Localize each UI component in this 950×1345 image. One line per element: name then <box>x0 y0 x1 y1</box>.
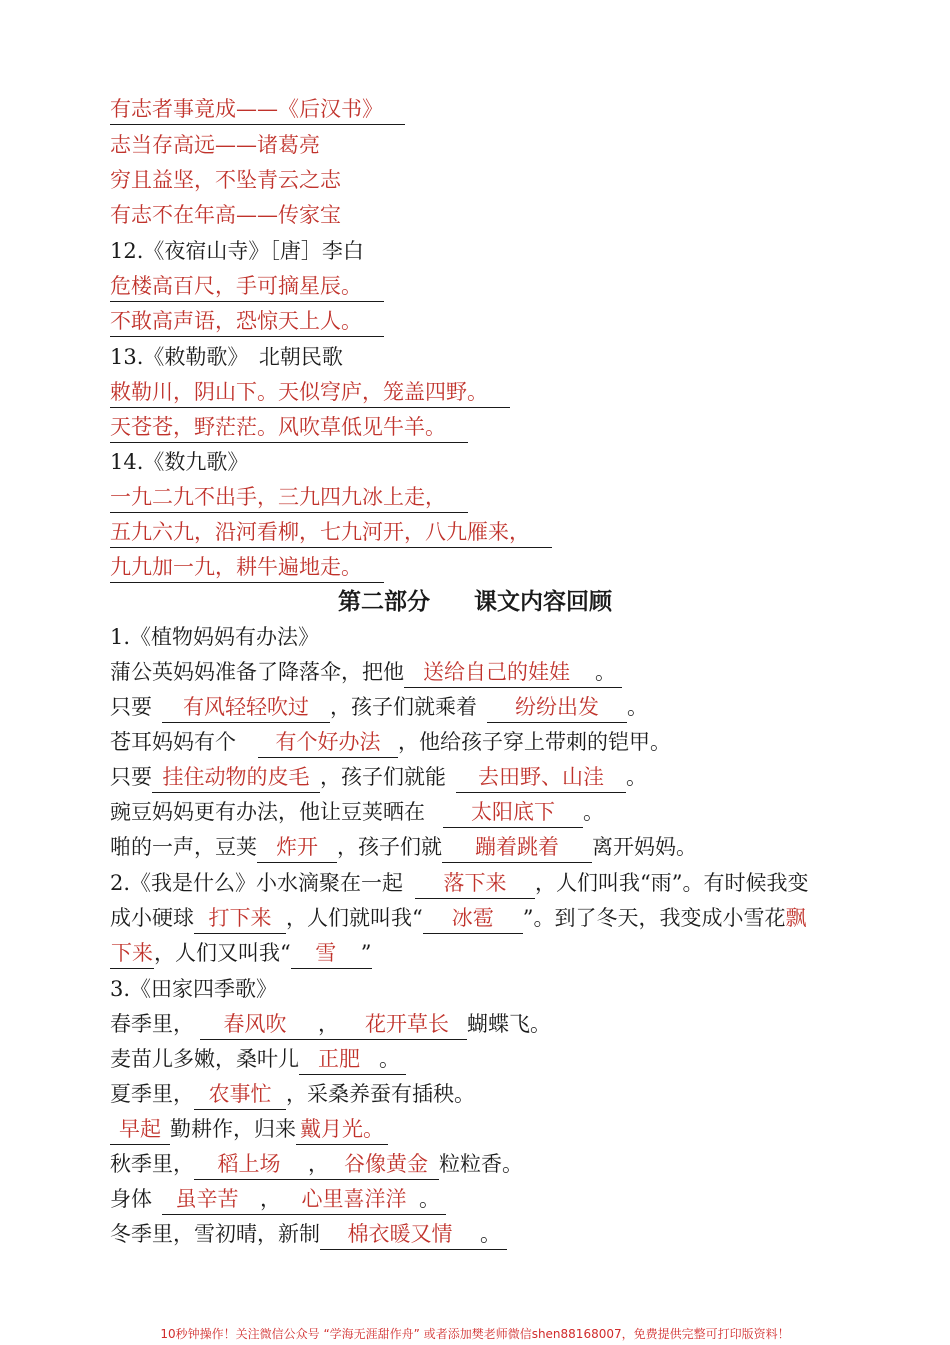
answer-blank: 送给自己的娃娃 <box>404 657 589 688</box>
fill-line: 冬季里，雪初晴，新制 棉衣暖又情 。 <box>110 1219 507 1250</box>
answer-blank: 挂住动物的皮毛 <box>152 762 320 793</box>
answer-blank: 打下来 <box>194 903 286 934</box>
fill-line: 苍耳妈妈有个 有个好办法 ，他给孩子穿上带刺的铠甲。 <box>110 727 671 758</box>
fill-line: 春季里， 春风吹 ， 花开草长 蝴蝶飞。 <box>110 1009 551 1040</box>
proverb-line: 有志不在年高——传家宝 <box>110 203 341 227</box>
answer-blank: 花开草长 <box>347 1009 467 1040</box>
poem-line: 一九二九不出手，三九四九冰上走， <box>110 482 468 513</box>
answer-blank: 稻上场 <box>194 1149 304 1180</box>
answer-blank: 炸开 <box>257 832 337 863</box>
answer-blank: 棉衣暖又情 <box>320 1219 480 1250</box>
proverb-line: 有志者事竟成——《后汉书》 <box>110 94 405 125</box>
answer-blank: 谷像黄金 <box>333 1149 439 1180</box>
poem-title: 14.《数九歌》 <box>110 450 249 474</box>
answer-blank: 落下来 <box>415 868 535 899</box>
answer-blank: 太阳底下 <box>443 797 583 828</box>
footer-notice: 10秒钟操作！关注微信公众号 “学海无涯甜作舟” 或者添加樊老师微信shen88168007，免费提供完整可打印版资料！ <box>160 1327 790 1341</box>
answer-blank: 正肥 <box>299 1044 379 1075</box>
poem-title: 12.《夜宿山寺》［唐］李白 <box>110 239 364 263</box>
answer-blank: 农事忙 <box>194 1079 286 1110</box>
poem-line: 敕勒川，阴山下。天似穹庐，笼盖四野。 <box>110 377 510 408</box>
fill-line: 成小硬球 打下来 ，人们就叫我“ 冰雹 ”。到了冬天，我变成小雪花飘 <box>110 903 807 934</box>
section-part: 第二部分 <box>337 589 430 615</box>
answer-blank: 有风轻轻吹过 <box>162 692 330 723</box>
answer-blank: 去田野、山洼 <box>456 762 626 793</box>
answer-blank: 蹦着跳着 <box>442 832 592 863</box>
fill-line: 下来，人们又叫我“ 雪 ” <box>110 938 372 969</box>
fill-line: 只要 有风轻轻吹过 ，孩子们就乘着 纷纷出发 。 <box>110 692 648 723</box>
fill-line: 只要 挂住动物的皮毛 ，孩子们就能 去田野、山洼 。 <box>110 762 647 793</box>
poem-line: 危楼高百尺，手可摘星辰。 <box>110 271 384 302</box>
answer-blank: 冰雹 <box>423 903 523 934</box>
poem-line: 五九六九，沿河看柳，七九河开，八九雁来， <box>110 517 552 548</box>
answer-blank: 春风吹 <box>200 1009 310 1040</box>
fill-line: 早起 勤耕作，归来 戴月光。 <box>110 1114 388 1145</box>
lesson-title: 3.《田家四季歌》 <box>110 977 278 1001</box>
fill-line: 蒲公英妈妈准备了降落伞，把他 送给自己的娃娃 。 <box>110 657 622 688</box>
proverb-line: 穷且益坚，不坠青云之志 <box>110 168 341 192</box>
fill-line: 夏季里， 农事忙 ，采桑养蚕有插秧。 <box>110 1079 475 1110</box>
answer-blank: 纷纷出发 <box>487 692 627 723</box>
poem-line: 九九加一九，耕牛遍地走。 <box>110 552 384 583</box>
section-heading <box>0 586 950 618</box>
answer-blank: 下来 <box>110 938 154 969</box>
fill-line: 秋季里， 稻上场 ， 谷像黄金 粒粒香。 <box>110 1149 523 1180</box>
fill-line: 2.《我是什么》小水滴聚在一起 落下来 ，人们叫我“雨”。有时候我变 <box>110 868 809 899</box>
fill-line: 豌豆妈妈更有办法，他让豆荚晒在 太阳底下 。 <box>110 797 604 828</box>
answer-blank: 雪 <box>291 938 361 969</box>
poem-line: 天苍苍，野茫茫。风吹草低见牛羊。 <box>110 412 468 443</box>
fill-line: 啪的一声，豆荚 炸开 ，孩子们就 蹦着跳着 离开妈妈。 <box>110 832 697 863</box>
answer-blank: 戴月光。 <box>296 1114 388 1145</box>
section-name: 课文内容回顾 <box>474 589 612 615</box>
proverb-line: 志当存高远——诸葛亮 <box>110 133 320 157</box>
answer-blank: 早起 <box>110 1114 170 1145</box>
poem-title: 13.《敕勒歌》 北朝民歌 <box>110 345 343 369</box>
answer-blank: 有个好办法 <box>258 727 398 758</box>
answer-blank: 虽辛苦 <box>162 1184 252 1215</box>
poem-line: 不敢高声语，恐惊天上人。 <box>110 306 384 337</box>
lesson-title: 1.《植物妈妈有办法》 <box>110 625 320 649</box>
fill-line: 麦苗儿多嫩，桑叶儿 正肥 。 <box>110 1044 406 1075</box>
fill-line: 身体 虽辛苦 ， 心里喜洋洋 。 <box>110 1184 446 1215</box>
answer-blank: 心里喜洋洋 <box>289 1184 419 1215</box>
